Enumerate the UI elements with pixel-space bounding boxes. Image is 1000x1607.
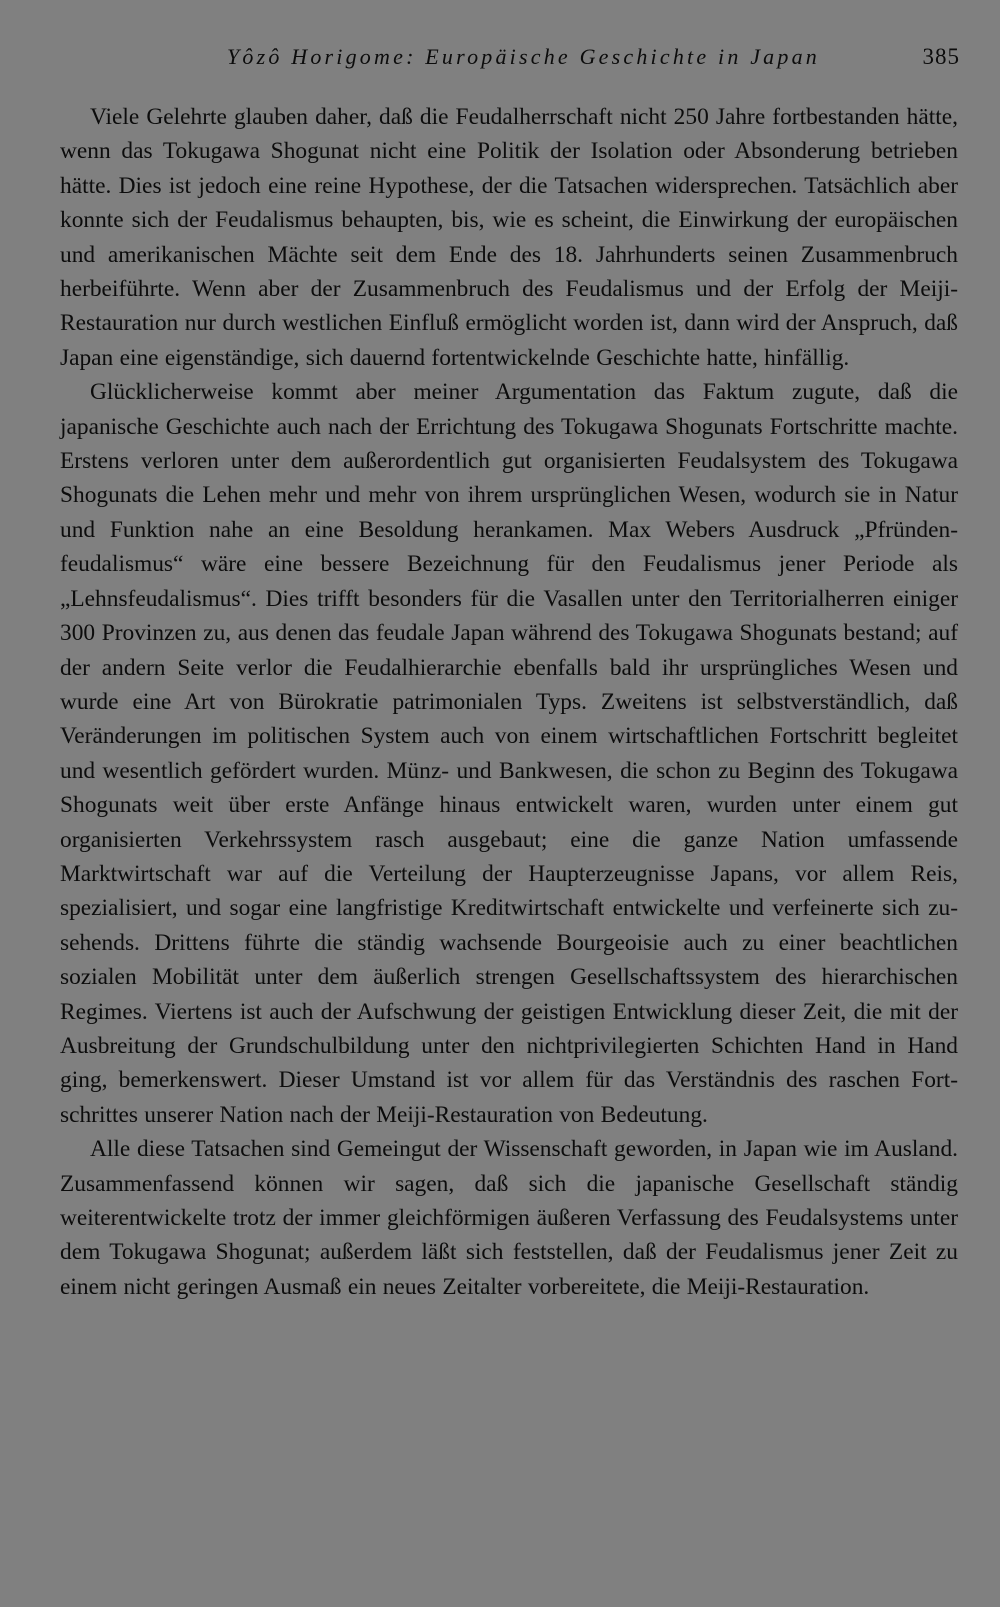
paragraph-1: Viele Gelehrte glauben daher, daß die Feudalherrschaft nicht 250 Jahre fortbestanden hätte, wenn das Tokugawa Shogunat nicht eine Politik der Isolation oder Absonderung betrieben hätte. Dies ist jedoch eine reine Hypothese, der die Tatsachen widersprechen. Tatsächlich aber konnte sich der Feudalismus behaupten, bis, wie es scheint, die Einwirkung der europäischen und amerikanischen Mächte seit dem Ende des 18. Jahrhunderts seinen Zusammenbruch herbeiführte. Wenn aber der Zusammenbruch des Feudalismus und der Erfolg der Meiji-Restauration nur durch westlichen Einfluß ermöglicht worden ist, dann wird der Anspruch, daß Japan eine eigenständige, sich dauernd fortentwickelnde Geschichte hatte, hinfällig.	[60, 104, 958, 371]
page-number: 385	[922, 44, 960, 69]
body-text	[60, 100, 958, 1304]
running-head	[60, 44, 960, 76]
paragraph-3: Alle diese Tatsachen sind Gemeingut der Wissenschaft geworden, in Japan wie im Ausland. Zusammenfassend können wir sagen, daß sich die japanische Gesellschaft ständig weiterentwickelte trotz der immer gleichförmigen äußeren Verfassung des Feudalsystems unter dem Tokugawa Shogunat; außerdem läßt sich feststellen, daß der Feudalismus jener Zeit zu einem nicht geringen Ausmaß ein neues Zeitalter vorbereitete, die Meiji-Restauration.	[60, 1136, 958, 1300]
paragraph-2: Glücklicherweise kommt aber meiner Argumentation das Faktum zugute, daß die japanische Geschichte auch nach der Errichtung des Tokugawa Shogunats Fortschritte machte. Erstens verloren unter dem außerordentlich gut organisierten Feudalsystem des Tokugawa Shogunats die Lehen mehr und mehr von ihrem ursprünglichen Wesen, wodurch sie in Natur und Funktion nahe an eine Besoldung herankamen. Max Webers Ausdruck „Pfründenfeudalismus“ wäre eine bessere Bezeichnung für den Feudalismus jener Periode als „Lehnsfeudalismus“. Dies trifft besonders für die Vasallen unter den Territorialherren einiger 300 Provinzen zu, aus denen das feudale Japan während des Tokugawa Shogunats bestand; auf der andern Seite verlor die Feudalhierarchie ebenfalls bald ihr ursprüngliches Wesen und wurde eine Art von Bürokratie patrimonialen Typs. Zweitens ist selbstverständlich, daß Veränderungen im politischen System auch von einem wirtschaftlichen Fortschritt begleitet und wesentlich gefördert wurden. Münz- und Bankwesen, die schon zu Beginn des Tokugawa Shogunats weit über erste Anfänge hinaus entwickelt waren, wurden unter einem gut organisierten Verkehrssystem rasch ausgebaut; eine die ganze Nation umfassende Marktwirtschaft war auf die Verteilung der Haupterzeugnisse Japans, vor allem Reis, spezialisiert, und sogar eine langfristige Kreditwirtschaft entwickelte und verfeinerte sich zusehends. Drittens führte die ständig wachsende Bourgeoisie auch zu einer beachtlichen sozialen Mobilität unter dem äußerlich strengen Gesellschaftssystem des hierarchischen Regimes. Viertens ist auch der Aufschwung der geistigen Entwicklung dieser Zeit, die mit der Ausbreitung der Grundschulbildung unter den nichtprivilegierten Schichten Hand in Hand ging, bemerkenswert. Dieser Umstand ist vor allem für das Verständnis des raschen Fortschrittes unserer Nation nach der Meiji-Restauration von Bedeutung.	[60, 379, 958, 1128]
running-title: Yôzô Horigome: Europäische Geschichte in Japan	[226, 44, 820, 69]
